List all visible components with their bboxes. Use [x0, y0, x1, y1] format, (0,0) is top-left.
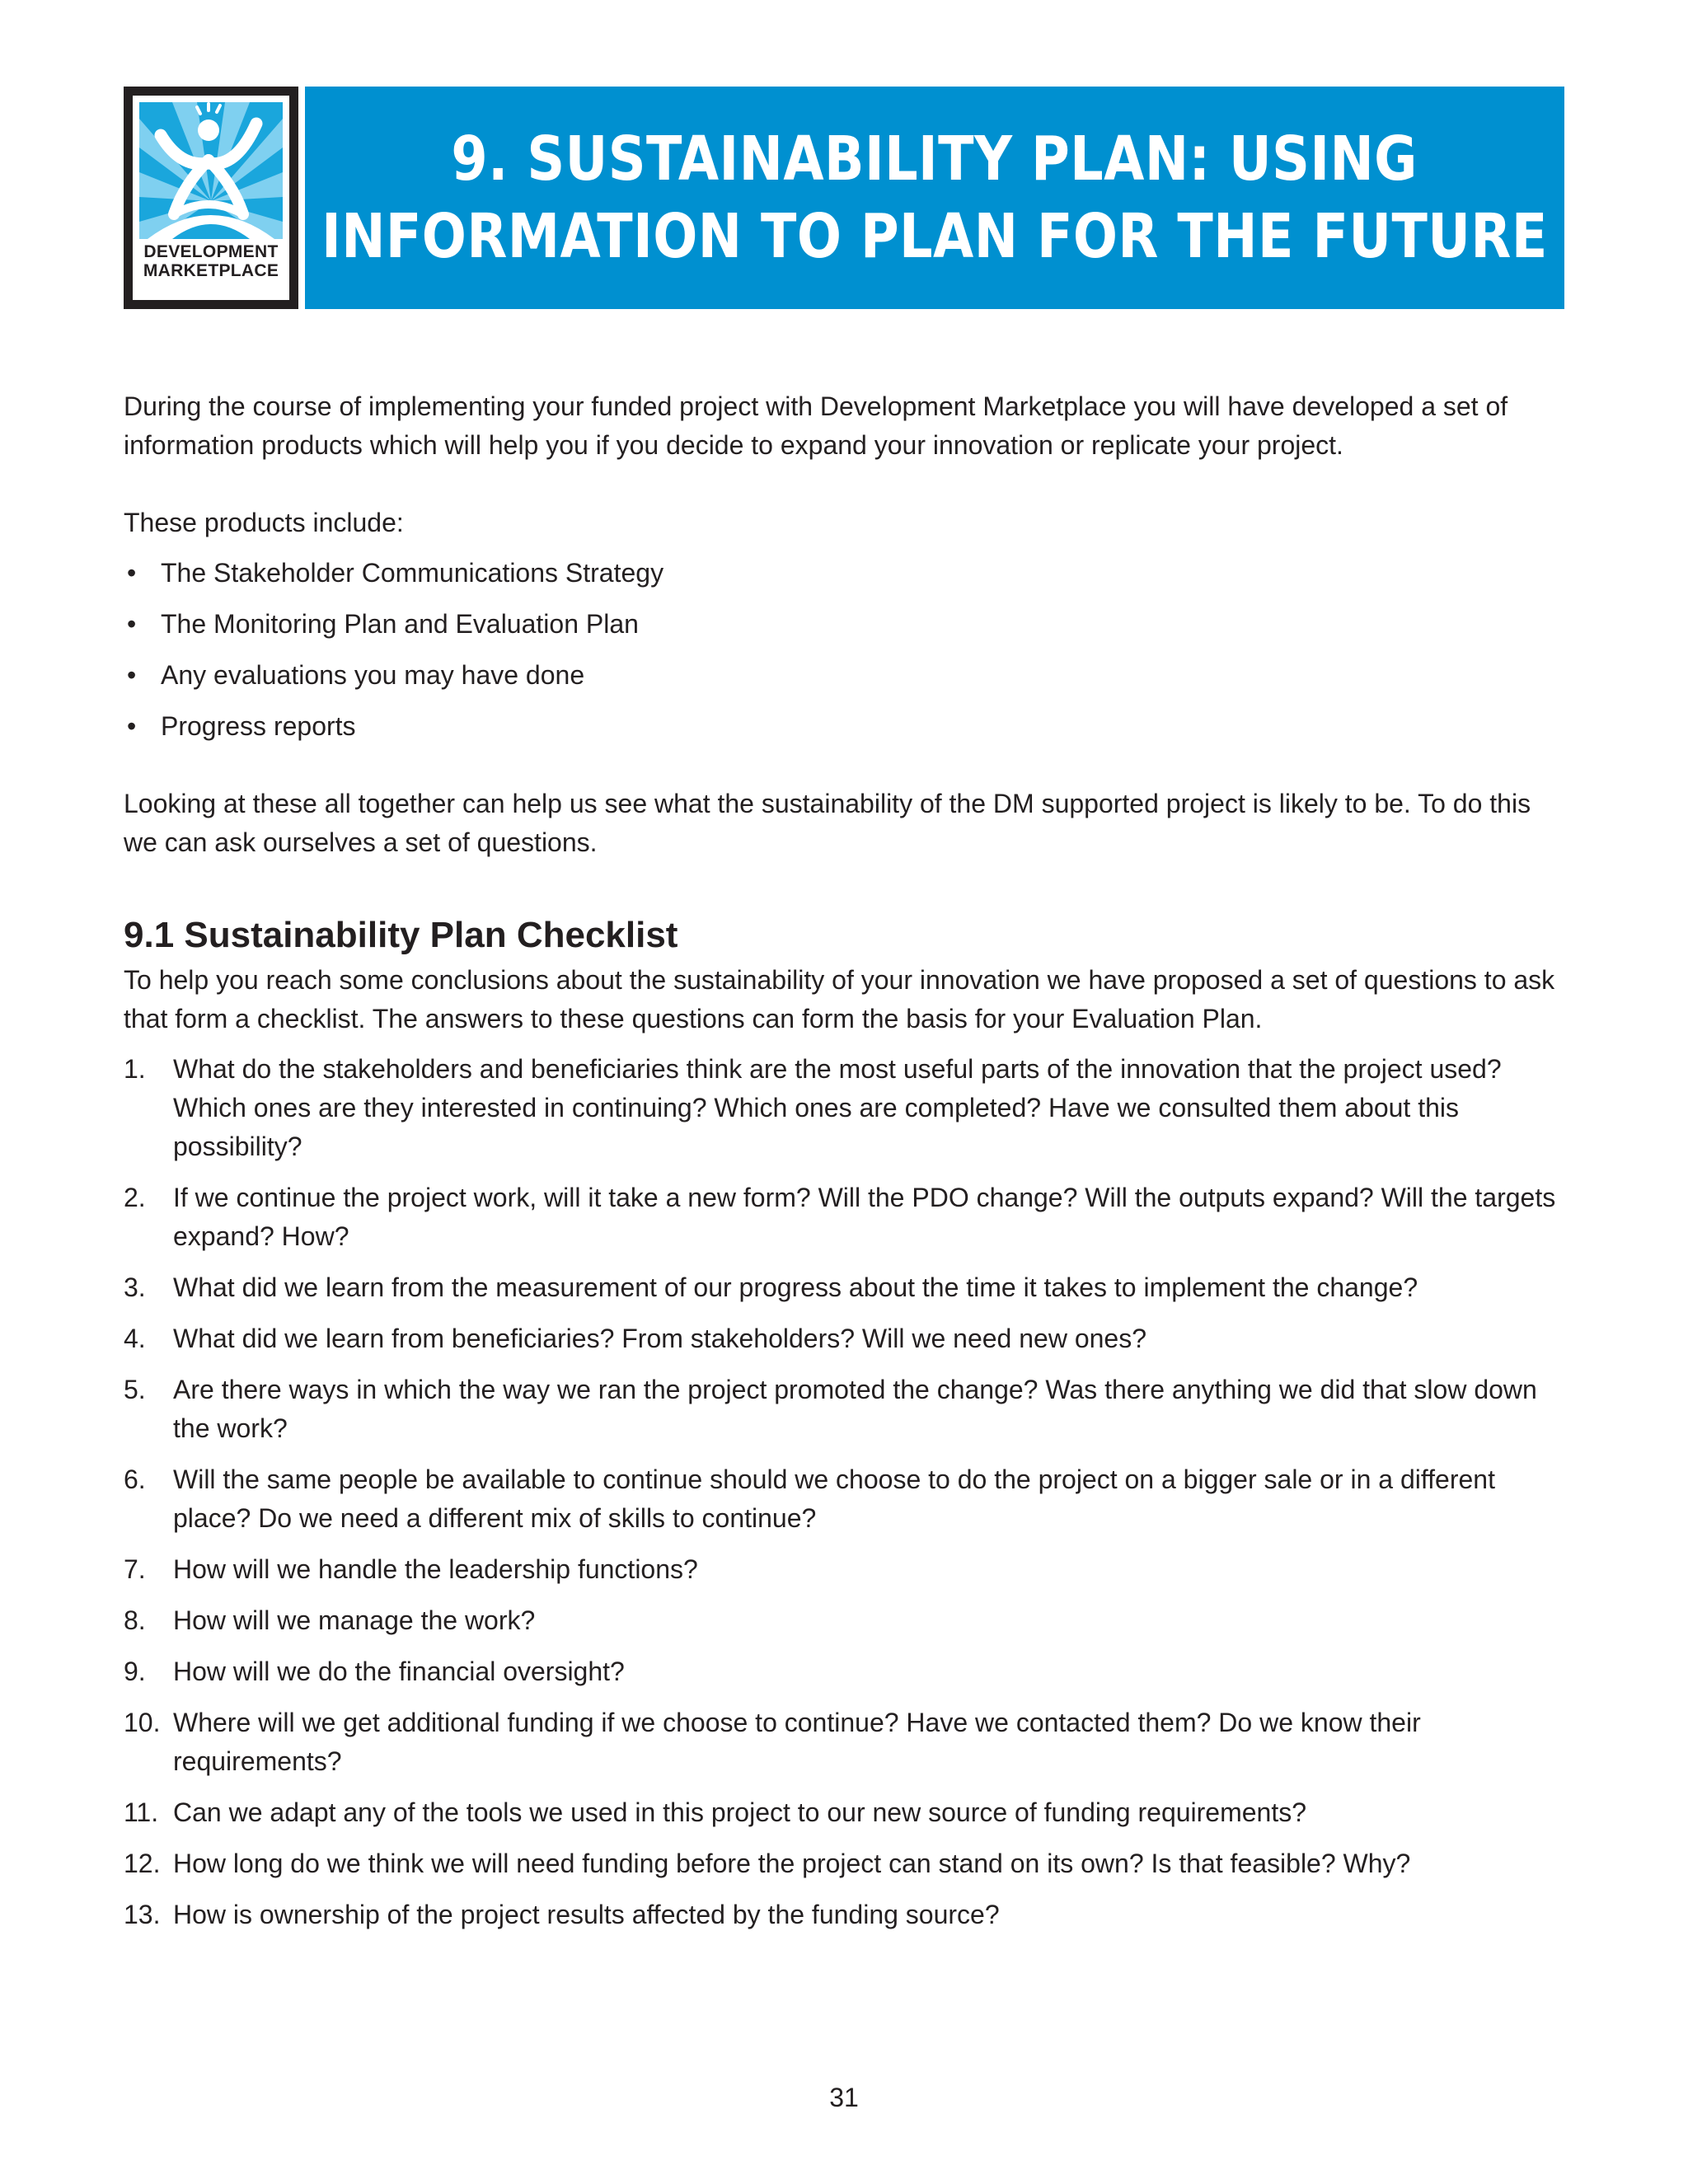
checklist-item: 1. What do the stakeholders and beneficiaries think are the most useful parts of the innovation that the project used? Which ones are they interested in continuing? Which ones are completed? Have we consulted them about this possibility?: [124, 1054, 1502, 1161]
logo-wordmark: DEVELOPMENT MARKETPLACE: [143, 242, 279, 280]
checklist-item: 3. What did we learn from the measurement of our progress about the time it takes to implement the change?: [124, 1272, 1418, 1302]
checklist-item: 2. If we continue the project work, will it take a new form? Will the PDO change? Will the outputs expand? Will the targets expand? How?: [124, 1183, 1556, 1251]
checklist-item: 9. How will we do the financial oversight?: [124, 1657, 625, 1686]
checklist-item: 12. How long do we think we will need funding before the project can stand on its own? Is that feasible? Why?: [124, 1849, 1411, 1878]
development-marketplace-logo: [124, 87, 298, 309]
chapter-title-line-1: 9. SUSTAINABILITY PLAN: USING: [451, 124, 1418, 194]
page-body: [124, 387, 1566, 1947]
logo-figure-icon: [139, 102, 283, 239]
checklist-item: 8. How will we manage the work?: [124, 1605, 536, 1635]
bullet-icon: •: [127, 711, 137, 741]
chapter-title-line-2: INFORMATION TO PLAN FOR THE FUTURE: [321, 201, 1548, 272]
list-item: • Any evaluations you may have done: [124, 656, 1566, 695]
list-item: • The Monitoring Plan and Evaluation Plan: [124, 605, 1566, 644]
checklist: [124, 1050, 1566, 1934]
checklist-item: 4. What did we learn from beneficiaries? From stakeholders? Will we need new ones?: [124, 1324, 1146, 1353]
bullet-icon: •: [127, 558, 137, 588]
page-number: 31: [829, 2083, 859, 2112]
list-item: • The Stakeholder Communications Strategy: [124, 554, 1566, 593]
section-intro: To help you reach some conclusions about the sustainability of your innovation we have proposed a set of questions to ask that form a checklist. The answers to these questions can form the basis for your Evaluation Plan.: [124, 965, 1555, 1033]
page-header: [124, 87, 1564, 309]
intro-paragraph: During the course of implementing your funded project with Development Marketplace you will have developed a set of information products which will help you if you decide to expand your innovation or replicate your project.: [124, 391, 1508, 460]
checklist-item: 13. How is ownership of the project results affected by the funding source?: [124, 1900, 1000, 1929]
chapter-title-banner: [305, 87, 1564, 309]
checklist-item: 7. How will we handle the leadership functions?: [124, 1554, 698, 1584]
checklist-item: 6. Will the same people be available to continue should we choose to do the project on a bigger sale or in a different place? Do we need a different mix of skills to continue?: [124, 1465, 1495, 1533]
bullet-icon: •: [127, 609, 137, 639]
checklist-item: 10. Where will we get additional funding if we choose to continue? Have we contacted them? Do we know their requirements?: [124, 1708, 1421, 1776]
summary-paragraph: Looking at these all together can help us see what the sustainability of the DM supported project is likely to be. To do this we can ask ourselves a set of questions.: [124, 789, 1531, 857]
products-lead-in: These products include:: [124, 508, 404, 537]
checklist-item: 5. Are there ways in which the way we ran the project promoted the change? Was there anything we did that slow down the work?: [124, 1375, 1537, 1443]
products-list: [124, 554, 1566, 746]
section-heading: 9.1 Sustainability Plan Checklist: [124, 915, 678, 955]
list-item: • Progress reports: [124, 707, 1566, 746]
bullet-icon: •: [127, 660, 137, 690]
checklist-item: 11. Can we adapt any of the tools we used in this project to our new source of funding requirements?: [124, 1797, 1307, 1827]
